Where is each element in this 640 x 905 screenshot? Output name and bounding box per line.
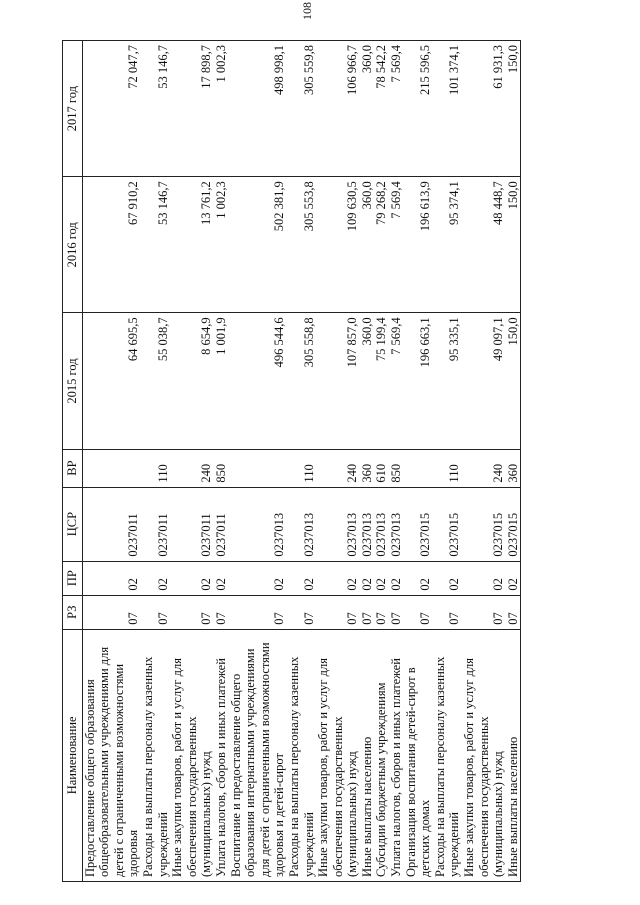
header-2015: 2015 год bbox=[63, 313, 83, 449]
row-2017: 305 559,8 bbox=[287, 41, 316, 177]
row-name bbox=[374, 629, 389, 881]
table-row bbox=[506, 41, 521, 882]
row-name bbox=[287, 629, 316, 881]
row-name-line: Воспитание и предоставление общего bbox=[228, 673, 243, 877]
row-2017: 72 047,7 bbox=[82, 41, 141, 177]
table-row bbox=[433, 41, 462, 882]
row-2015: 64 695,5 bbox=[82, 313, 141, 449]
row-name-line: Уплата налогов, сборов и иных платежей bbox=[389, 658, 404, 877]
table-row bbox=[389, 41, 404, 882]
row-pr: 02 bbox=[82, 561, 141, 595]
row-2015: 305 558,8 bbox=[287, 313, 316, 449]
row-2016: 109 630,5 bbox=[316, 177, 360, 313]
row-name-line: (муниципальных) нужд bbox=[345, 751, 360, 877]
row-csr: 0237011 bbox=[141, 487, 170, 561]
table-row bbox=[82, 41, 141, 882]
row-2015: 360,0 bbox=[360, 313, 375, 449]
row-csr: 0237013 bbox=[316, 487, 360, 561]
row-pr: 02 bbox=[506, 561, 521, 595]
row-name-line: Организация воспитания детей-сирот в bbox=[403, 667, 418, 877]
row-2017: 215 596,5 bbox=[404, 41, 433, 177]
row-2016: 1 002,3 bbox=[214, 177, 229, 313]
row-pr: 02 bbox=[404, 561, 433, 595]
row-2016: 53 146,7 bbox=[141, 177, 170, 313]
row-2016: 48 448,7 bbox=[462, 177, 506, 313]
row-name-line: для детей с ограниченными возможностями bbox=[257, 642, 272, 877]
row-pr: 02 bbox=[433, 561, 462, 595]
row-name-line: Расходы на выплаты персоналу казенных bbox=[140, 656, 155, 877]
row-vr: 240 bbox=[316, 449, 360, 487]
row-2017: 17 898,7 bbox=[170, 41, 214, 177]
row-csr: 0237013 bbox=[360, 487, 375, 561]
row-rz: 07 bbox=[316, 595, 360, 629]
row-pr: 02 bbox=[141, 561, 170, 595]
row-name-line: Иные выплаты населению bbox=[359, 736, 374, 877]
row-2015: 55 038,7 bbox=[141, 313, 170, 449]
row-2017: 1 002,3 bbox=[214, 41, 229, 177]
row-vr: 110 bbox=[141, 449, 170, 487]
table-row bbox=[229, 41, 287, 882]
row-name-line: общеобразовательными учреждениями для bbox=[97, 646, 112, 877]
row-pr: 02 bbox=[389, 561, 404, 595]
row-2015: 107 857,0 bbox=[316, 313, 360, 449]
row-name-line: здоровья и детей-сирот bbox=[272, 753, 287, 877]
table-row bbox=[141, 41, 170, 882]
row-2015: 49 097,1 bbox=[462, 313, 506, 449]
row-name bbox=[389, 629, 404, 881]
header-name: Наименование bbox=[63, 629, 83, 881]
row-name-line: Иные выплаты населению bbox=[505, 736, 520, 877]
row-csr: 0237015 bbox=[462, 487, 506, 561]
row-rz: 07 bbox=[287, 595, 316, 629]
row-name-line: (муниципальных) нужд bbox=[491, 751, 506, 877]
row-csr: 0237013 bbox=[287, 487, 316, 561]
row-2017: 61 931,3 bbox=[462, 41, 506, 177]
row-csr: 0237011 bbox=[214, 487, 229, 561]
rotated-table-inner bbox=[62, 40, 602, 882]
row-csr: 0237011 bbox=[82, 487, 141, 561]
row-2017: 150,0 bbox=[506, 41, 521, 177]
row-vr bbox=[229, 449, 287, 487]
table-row bbox=[214, 41, 229, 882]
row-name-line: Расходы на выплаты персоналу казенных bbox=[286, 656, 301, 877]
table-row bbox=[316, 41, 360, 882]
rotated-table-area bbox=[62, 40, 602, 882]
row-2015: 1 001,9 bbox=[214, 313, 229, 449]
row-name-line: Иные закупки товаров, работ и услуг для bbox=[462, 657, 477, 877]
row-name bbox=[170, 629, 214, 881]
table-row bbox=[404, 41, 433, 882]
header-csr: ЦСР bbox=[63, 487, 83, 561]
row-name-line: учреждений bbox=[301, 812, 316, 877]
row-name bbox=[229, 629, 287, 881]
row-name-line: (муниципальных) нужд bbox=[199, 751, 214, 877]
page-number: 108 bbox=[300, 2, 314, 20]
row-pr: 02 bbox=[170, 561, 214, 595]
row-2015: 496 544,6 bbox=[229, 313, 287, 449]
row-name-line: обеспечения государственных bbox=[184, 716, 199, 877]
row-name-line: Расходы на выплаты персоналу казенных bbox=[432, 656, 447, 877]
row-2016: 502 381,9 bbox=[229, 177, 287, 313]
row-2016: 13 761,2 bbox=[170, 177, 214, 313]
row-vr: 240 bbox=[462, 449, 506, 487]
row-vr bbox=[404, 449, 433, 487]
row-name-line: учреждений bbox=[447, 812, 462, 877]
row-rz: 07 bbox=[214, 595, 229, 629]
header-2016: 2016 год bbox=[63, 177, 83, 313]
row-csr: 0237011 bbox=[170, 487, 214, 561]
row-2017: 7 569,4 bbox=[389, 41, 404, 177]
row-rz: 07 bbox=[360, 595, 375, 629]
row-rz: 07 bbox=[229, 595, 287, 629]
row-name bbox=[404, 629, 433, 881]
row-2017: 498 998,1 bbox=[229, 41, 287, 177]
row-pr: 02 bbox=[360, 561, 375, 595]
row-2015: 75 199,4 bbox=[374, 313, 389, 449]
header-rz: РЗ bbox=[63, 595, 83, 629]
row-vr: 360 bbox=[506, 449, 521, 487]
row-2016: 7 569,4 bbox=[389, 177, 404, 313]
row-vr: 610 bbox=[374, 449, 389, 487]
row-rz: 07 bbox=[433, 595, 462, 629]
row-name-line: Иные закупки товаров, работ и услуг для bbox=[170, 657, 185, 877]
row-vr: 110 bbox=[287, 449, 316, 487]
row-name bbox=[141, 629, 170, 881]
row-vr: 360 bbox=[360, 449, 375, 487]
row-csr: 0237013 bbox=[229, 487, 287, 561]
table-body bbox=[82, 41, 521, 882]
row-name-line: детских домах bbox=[418, 799, 433, 877]
table-row bbox=[170, 41, 214, 882]
row-pr: 02 bbox=[214, 561, 229, 595]
row-2017: 78 542,2 bbox=[374, 41, 389, 177]
row-name bbox=[506, 629, 521, 881]
row-name bbox=[462, 629, 506, 881]
row-name bbox=[316, 629, 360, 881]
row-name-line: Субсидии бюджетным учреждениям bbox=[374, 682, 389, 877]
header-2017: 2017 год bbox=[63, 41, 83, 177]
row-rz: 07 bbox=[170, 595, 214, 629]
row-2016: 150,0 bbox=[506, 177, 521, 313]
row-2015: 150,0 bbox=[506, 313, 521, 449]
row-2016: 79 268,2 bbox=[374, 177, 389, 313]
row-csr: 0237013 bbox=[374, 487, 389, 561]
row-vr bbox=[82, 449, 141, 487]
row-pr: 02 bbox=[462, 561, 506, 595]
row-2015: 196 663,1 bbox=[404, 313, 433, 449]
row-csr: 0237015 bbox=[433, 487, 462, 561]
row-rz: 07 bbox=[506, 595, 521, 629]
row-2015: 95 335,1 bbox=[433, 313, 462, 449]
row-2017: 53 146,7 bbox=[141, 41, 170, 177]
row-name-line: Иные закупки товаров, работ и услуг для bbox=[316, 657, 331, 877]
row-csr: 0237013 bbox=[389, 487, 404, 561]
row-rz: 07 bbox=[462, 595, 506, 629]
row-name-line: учреждений bbox=[155, 812, 170, 877]
row-vr: 850 bbox=[389, 449, 404, 487]
row-name-line: Уплата налогов, сборов и иных платежей bbox=[213, 658, 228, 877]
row-2016: 95 374,1 bbox=[433, 177, 462, 313]
row-name bbox=[82, 629, 141, 881]
row-rz: 07 bbox=[404, 595, 433, 629]
row-name-line: образования интернатными учреждениями bbox=[243, 648, 258, 877]
budget-table bbox=[62, 40, 521, 882]
row-pr: 02 bbox=[287, 561, 316, 595]
row-rz: 07 bbox=[389, 595, 404, 629]
row-2016: 67 910,2 bbox=[82, 177, 141, 313]
row-vr: 110 bbox=[433, 449, 462, 487]
row-name-line: обеспечения государственных bbox=[476, 716, 491, 877]
row-2016: 196 613,9 bbox=[404, 177, 433, 313]
row-csr: 0237015 bbox=[404, 487, 433, 561]
row-2015: 8 654,9 bbox=[170, 313, 214, 449]
row-2017: 106 966,7 bbox=[316, 41, 360, 177]
row-2016: 360,0 bbox=[360, 177, 375, 313]
row-rz: 07 bbox=[141, 595, 170, 629]
row-name bbox=[360, 629, 375, 881]
row-2017: 360,0 bbox=[360, 41, 375, 177]
table-row bbox=[374, 41, 389, 882]
row-rz: 07 bbox=[82, 595, 141, 629]
row-2015: 7 569,4 bbox=[389, 313, 404, 449]
row-csr: 0237015 bbox=[506, 487, 521, 561]
row-name-line: обеспечения государственных bbox=[330, 716, 345, 877]
row-vr: 240 bbox=[170, 449, 214, 487]
row-name-line: Предоставление общего образования bbox=[82, 679, 97, 877]
row-2016: 305 553,8 bbox=[287, 177, 316, 313]
row-pr: 02 bbox=[316, 561, 360, 595]
row-name-line: здоровья bbox=[126, 829, 141, 877]
row-rz: 07 bbox=[374, 595, 389, 629]
table-header-row bbox=[63, 41, 83, 882]
row-2017: 101 374,1 bbox=[433, 41, 462, 177]
table-row bbox=[287, 41, 316, 882]
row-vr: 850 bbox=[214, 449, 229, 487]
row-pr: 02 bbox=[374, 561, 389, 595]
row-name bbox=[214, 629, 229, 881]
header-pr: ПР bbox=[63, 561, 83, 595]
table-row bbox=[462, 41, 506, 882]
row-name-line: детей с ограниченными возможностями bbox=[111, 663, 126, 877]
row-name bbox=[433, 629, 462, 881]
header-vr: ВР bbox=[63, 449, 83, 487]
row-pr: 02 bbox=[229, 561, 287, 595]
table-row bbox=[360, 41, 375, 882]
